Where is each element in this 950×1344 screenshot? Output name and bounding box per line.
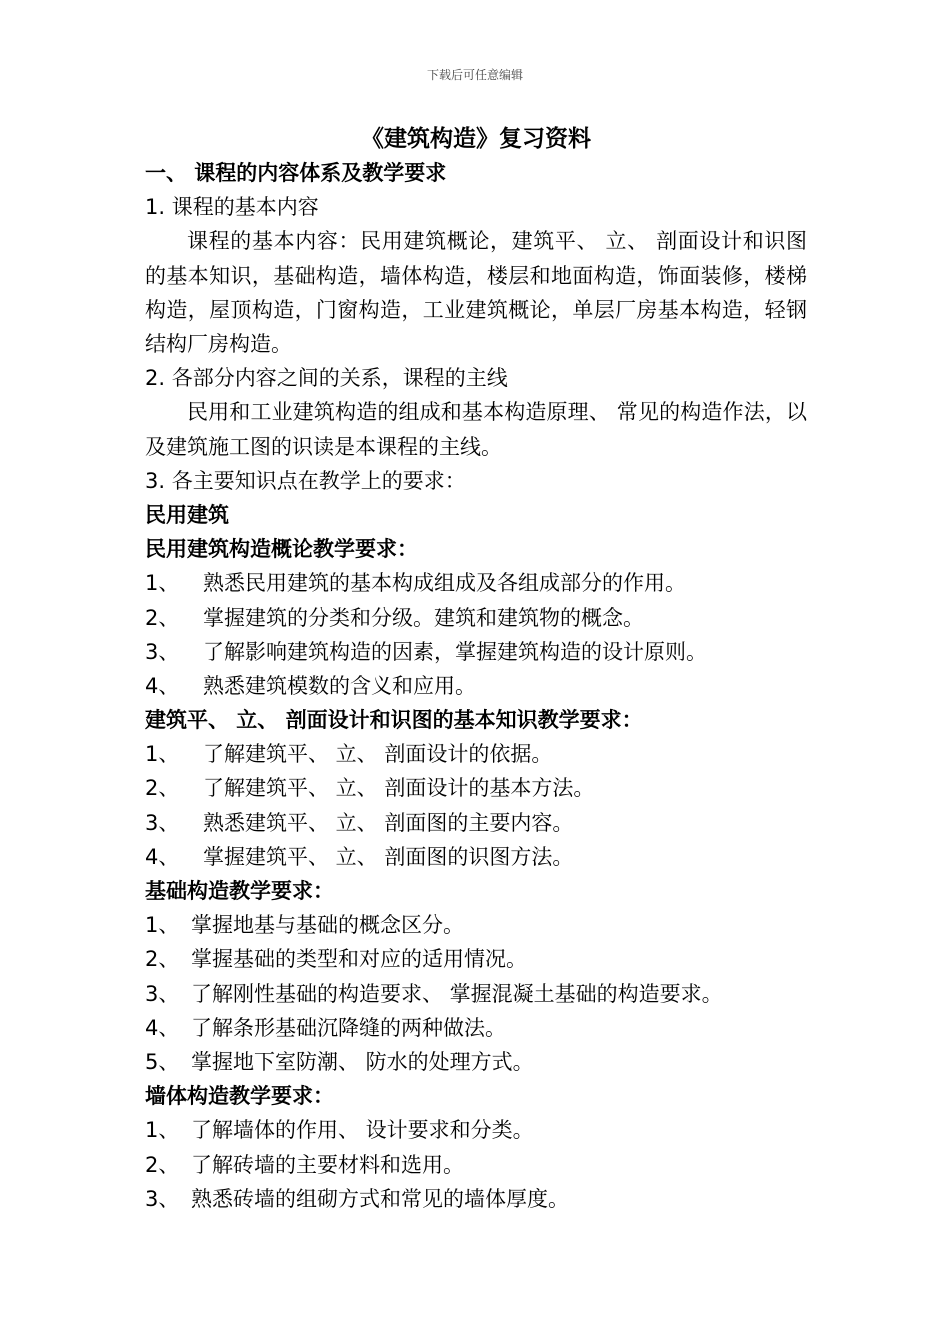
list-item	[145, 1182, 807, 1216]
item-number: 4、	[145, 844, 180, 869]
item-number: 2、	[145, 947, 180, 972]
item-number: 5、	[145, 1049, 180, 1074]
list-item	[145, 1011, 807, 1045]
item-text: 了解影响建筑构造的因素，掌握建筑构造的设计原则。	[203, 639, 707, 664]
page-header: 下载后可任意编辑	[426, 68, 523, 82]
list-item	[145, 635, 807, 669]
list-item	[145, 771, 807, 805]
section-heading-1: 一、 课程的内容体系及教学要求	[145, 161, 447, 185]
item-text: 掌握地下室防潮、 防水的处理方式。	[191, 1049, 534, 1074]
item-text: 掌握地基与基础的概念区分。	[191, 913, 464, 938]
item-number: 1、	[145, 571, 180, 596]
item-number: 4、	[145, 673, 180, 698]
item-text: 掌握基础的类型和对应的适用情况。	[191, 947, 527, 972]
document-body	[145, 122, 807, 1216]
item-number: 2、	[145, 605, 180, 630]
group-heading: 建筑平、 立、 剖面设计和识图的基本知识教学要求：	[145, 708, 643, 733]
item-number: 2、	[145, 776, 180, 801]
list-item	[145, 806, 807, 840]
group-heading: 基础构造教学要求：	[145, 879, 334, 904]
list-item	[145, 566, 807, 600]
list-item	[145, 1045, 807, 1079]
item-text: 熟悉砖墙的组砌方式和常见的墙体厚度。	[191, 1186, 569, 1211]
item-number: 1、	[145, 913, 180, 938]
item-text: 了解砖墙的主要材料和选用。	[191, 1152, 464, 1177]
paragraph-2: 民用和工业建筑构造的组成和基本构造原理、 常见的构造作法，以及建筑施工图的识读是本课程的主线。	[145, 400, 807, 459]
item-text: 了解刚性基础的构造要求、 掌握混凝土基础的构造要求。	[191, 981, 723, 1006]
requirement-group-wall	[145, 1079, 807, 1216]
item-number: 1、	[145, 742, 180, 767]
item-text: 了解条形基础沉降缝的两种做法。	[191, 1015, 506, 1040]
list-item	[145, 737, 807, 771]
subheading-3: 3. 各主要知识点在教学上的要求：	[145, 468, 466, 493]
group-heading: 民用建筑构造概论教学要求：	[145, 537, 418, 562]
list-item	[145, 1113, 807, 1147]
item-number: 3、	[145, 981, 180, 1006]
list-item	[145, 669, 807, 703]
list-item	[145, 908, 807, 942]
item-text: 了解建筑平、 立、 剖面设计的依据。	[203, 742, 553, 767]
requirement-group-design-drawings	[145, 703, 807, 874]
list-item	[145, 1148, 807, 1182]
list-item	[145, 942, 807, 976]
subheading-2: 2. 各部分内容之间的关系，课程的主线	[145, 366, 508, 391]
item-number: 3、	[145, 1186, 180, 1211]
subheading-1: 1. 课程的基本内容	[145, 195, 319, 220]
item-number: 2、	[145, 1152, 180, 1177]
list-item	[145, 977, 807, 1011]
item-text: 了解墙体的作用、 设计要求和分类。	[191, 1118, 534, 1143]
heading-civil-building: 民用建筑	[145, 502, 229, 527]
item-text: 熟悉建筑模数的含义和应用。	[203, 673, 476, 698]
item-text: 掌握建筑平、 立、 剖面图的识图方法。	[203, 844, 574, 869]
item-text: 了解建筑平、 立、 剖面设计的基本方法。	[203, 776, 595, 801]
item-number: 4、	[145, 1015, 180, 1040]
group-heading: 墙体构造教学要求：	[145, 1084, 334, 1109]
item-number: 1、	[145, 1118, 180, 1143]
paragraph-1: 课程的基本内容：民用建筑概论，建筑平、 立、 剖面设计和识图的基本知识，基础构造，墙体构造，楼层和地面构造，饰面装修，楼梯构造，屋顶构造，门窗构造，工业建筑概论，单层厂房基本构造，轻钢结构厂房构造。	[145, 229, 807, 356]
list-item	[145, 601, 807, 635]
document-title: 《建筑构造》复习资料	[361, 126, 591, 152]
requirement-group-overview	[145, 532, 807, 703]
item-text: 掌握建筑的分类和分级。建筑和建筑物的概念。	[203, 605, 644, 630]
item-text: 熟悉建筑平、 立、 剖面图的主要内容。	[203, 810, 574, 835]
item-number: 3、	[145, 639, 180, 664]
requirement-group-foundation	[145, 874, 807, 1079]
item-text: 熟悉民用建筑的基本构成组成及各组成部分的作用。	[203, 571, 686, 596]
item-number: 3、	[145, 810, 180, 835]
list-item	[145, 840, 807, 874]
